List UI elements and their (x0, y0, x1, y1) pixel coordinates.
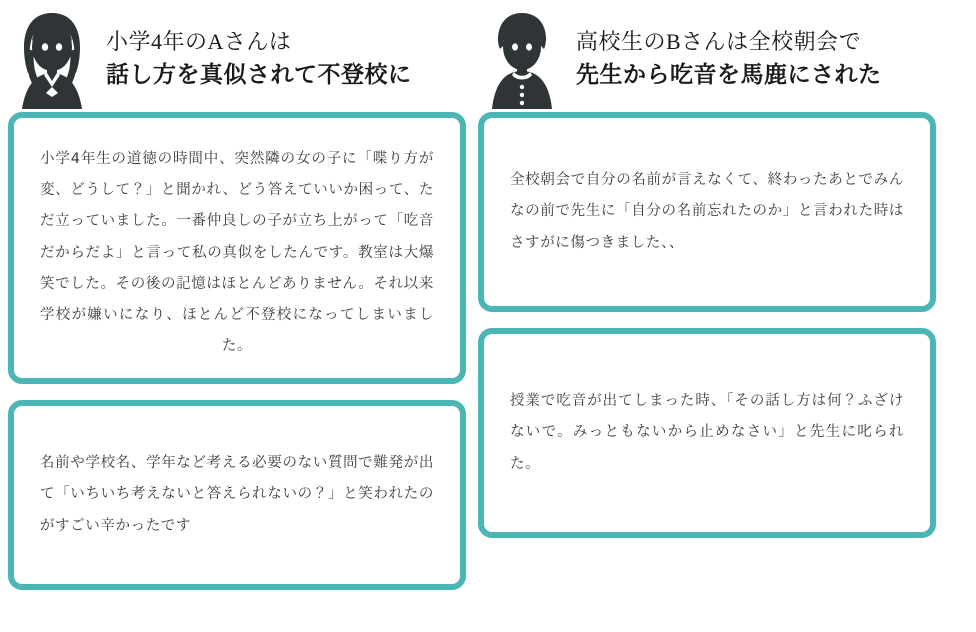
case-title-right (576, 26, 882, 91)
quote-text: 授業で吃音が出てしまった時、「その話し方は何？ふざけないで。みっともないから止めなさい」と先生に叱られた。 (510, 393, 904, 472)
quote-text: 名前や学校名、学年など考える必要のない質問で難発が出て「いちいち考えないと答えられないの？」と笑われたのがすごい辛かったです (40, 455, 434, 534)
quote-card-text-wrapper (40, 448, 434, 542)
girl-avatar-icon (8, 9, 96, 109)
case-title-line1: 高校生のBさんは全校朝会で (576, 29, 862, 55)
boy-avatar-icon (478, 9, 566, 109)
case-title-line2: 話し方を真似されて不登校に (106, 62, 412, 88)
case-title-line2: 先生から吃音を馬鹿にされた (576, 62, 882, 88)
quote-text: 小学4年生の道徳の時間中、突然隣の女の子に「喋り方が変、どうして？」と聞かれ、どう答えていいか困って、ただ立っていました。一番仲良しの子が立ち上がって「吃音だからだよ」と言って私の真似をしたんです。教室は大爆笑でした。その後の記憶はほとんどありません。それ以来学校が嫌いになり、ほとんど不登校になってしまいました。 (40, 151, 434, 355)
case-title-line1: 小学4年のAさんは (106, 29, 292, 55)
quote-card (8, 112, 466, 384)
quote-card (478, 112, 936, 312)
quote-card-text-wrapper (40, 144, 434, 362)
quote-card-text-wrapper (510, 386, 904, 480)
quote-text: 全校朝会で自分の名前が言えなくて、終わったあとでみんなの前で先生に「自分の名前忘れたのか」と言われた時はさすがに傷つきました、、 (510, 172, 904, 251)
quote-card-text-wrapper (510, 165, 904, 259)
case-title-left (106, 26, 412, 91)
quote-card (8, 400, 466, 590)
case-header-right (478, 0, 936, 112)
case-column-left (8, 0, 466, 606)
case-column-right (478, 0, 936, 554)
quote-card (478, 328, 936, 538)
case-header-left (8, 0, 466, 112)
